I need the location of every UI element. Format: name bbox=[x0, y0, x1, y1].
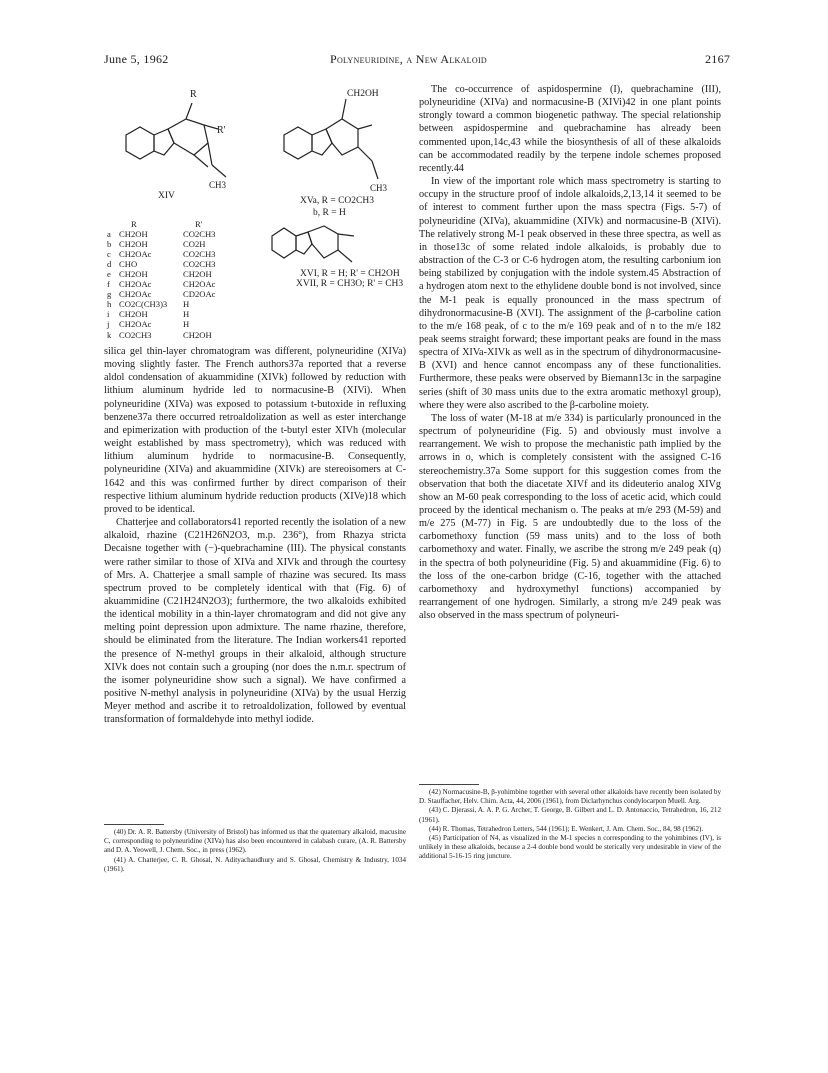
left-footnotes bbox=[104, 828, 406, 874]
structure-xiv bbox=[108, 95, 258, 200]
table-row bbox=[107, 269, 243, 279]
table-row bbox=[107, 249, 243, 259]
header-date: June 5, 1962 bbox=[104, 52, 169, 66]
table-cell: e bbox=[107, 269, 111, 280]
table-cell: CO2H bbox=[183, 239, 206, 250]
table-cell: CO2CH3 bbox=[183, 229, 216, 240]
label-xvii: XVII, R = CH3O; R' = CH3 bbox=[296, 279, 404, 289]
label-ch2oh: CH2OH bbox=[347, 89, 379, 99]
table-row bbox=[107, 330, 243, 340]
table-cell: CH2OAc bbox=[119, 279, 152, 290]
label-xva: XVa, R = CO2CH3 bbox=[300, 196, 374, 206]
footnote-rule bbox=[104, 824, 164, 825]
table-cell: k bbox=[107, 329, 112, 340]
right-footnotes bbox=[419, 788, 721, 862]
table-cell: CH2OH bbox=[119, 229, 148, 240]
footnote-rule bbox=[419, 784, 479, 785]
paragraph: The co-occurrence of aspidospermine (I), quebrachamine (III), polyneuridine (XIVa) and normacusine-B (XIVi)42 in one plant points strongly toward a common biogenetic pathway. The special relationship between aspidospermine and quebrachamine has already been commented upon,14c,43 while the biosynthesis of all of these alkaloids can be accommodated readily by the terpene indole schemes proposed recently.44 bbox=[419, 84, 721, 174]
table-cell: a bbox=[107, 229, 111, 240]
table-row bbox=[107, 239, 243, 249]
footnote: (41) A. Chatterjee, C. R. Ghosal, N. Adityachaudhury and S. Ghosal, Chemistry & Industry, 1034 (1961). bbox=[104, 855, 406, 873]
table-cell: CO2CH3 bbox=[119, 329, 152, 340]
label-xiv: XIV bbox=[158, 191, 175, 201]
table-row bbox=[107, 229, 243, 239]
table-cell: j bbox=[107, 319, 110, 330]
label-ch3: CH3 bbox=[209, 180, 227, 190]
table-header-cell: R bbox=[131, 219, 137, 229]
table-cell: H bbox=[183, 299, 190, 310]
left-column-text bbox=[104, 345, 406, 727]
table-header-cell bbox=[107, 219, 119, 229]
table-row bbox=[107, 289, 243, 299]
table-cell: CH2OAc bbox=[183, 279, 216, 290]
paragraph: In view of the important role which mass spectrometry is starting to occupy in the structure proof of indole alkaloids,2,13,14 it seemed to be of interest to comment further upon the mass spectra (Figs. 5-7) of polyneuridine (XIVa), akuammidine (XIVk) and normacusine-B (XIVi). The relatively strong M-1 peak observed in these three spectra, as well as in those13c of some related indole alkaloids, is probably due to abstraction of the C-3 or C-6 hydrogen atom, the resulting carbonium ion being stabilized by conjugation with the indole system.45 Abstraction of a hydrogen atom next to the ethylidene double bond is not involved, since the M-1 peak is equally pronounced in the mass spectrum of dihydronormacusine-B (XVI). The assignment of the β-carboline cation to the m/e 168 peak, of c to the m/e 169 peak and of n to the m/e 182 peak seems straight forward; these important peaks are found in the mass spectra of XIVa-XIVk as well as in the spectrum of dihydronormacusine-B (XVI) and hence cannot encompass any of these functionalities. Furthermore, these peaks were observed by Biemann13c in the sarpagine series (shift of 30 mass units due to the extra aromatic methoxyl group), where they were also ascribed to the β-carboline moiety. bbox=[419, 176, 721, 411]
table-header-row bbox=[107, 219, 243, 229]
table-cell: CH2OH bbox=[119, 309, 148, 320]
table-header-cell: R' bbox=[195, 219, 203, 229]
structure-xv bbox=[278, 95, 398, 195]
table-cell: CH2OH bbox=[119, 269, 148, 280]
footnote: (45) Participation of N4, as visualized in the M-1 species n corresponding to the yohimbines (IV), is unlikely in these alkaloids, because a 2-4 double bond would be sterically very undesirable in view of the additional 5-16-15 ring juncture. bbox=[419, 834, 721, 861]
table-cell: g bbox=[107, 289, 112, 300]
right-column-text bbox=[419, 83, 721, 622]
footnote: (44) R. Thomas, Tetrahedron Letters, 544 (1961); E. Wenkert, J. Am. Chem. Soc., 84, 98 (1962). bbox=[429, 824, 704, 833]
table-cell: CH2OAc bbox=[119, 289, 152, 300]
table-row bbox=[107, 299, 243, 309]
table-cell: f bbox=[107, 279, 110, 290]
footnote: (42) Normacusine-B, β-yohimbine together with several other alkaloids have recently been isolated by D. Stauffacher, Helv. Chim. Acta, 44, 2006 (1961), from Diclarhynchus condylocarpon Muell. Arg. bbox=[419, 788, 721, 806]
table-cell: CD2OAc bbox=[183, 289, 216, 300]
footnote: (40) Dr. A. R. Battersby (University of Bristol) has informed us that the quaternary alkaloid, macusine C, corresponding to polyneuridine (XIVa) has also been encountered in calabash curare, (A. R. Battersby and D. A. Yeowell, J. Chem. Soc., in press (1962). bbox=[104, 828, 406, 855]
table-cell: h bbox=[107, 299, 112, 310]
table-cell: CH2OH bbox=[183, 269, 212, 280]
table-row bbox=[107, 309, 243, 319]
table-cell: CO2CH3 bbox=[183, 259, 216, 270]
substituent-table bbox=[107, 219, 243, 340]
table-cell: H bbox=[183, 319, 190, 330]
table-row bbox=[107, 259, 243, 269]
header-title: Polyneuridine, a New Alkaloid bbox=[330, 52, 487, 66]
label-xvb: b, R = H bbox=[313, 208, 346, 218]
table-cell: c bbox=[107, 249, 111, 260]
paragraph: silica gel thin-layer chromatogram was different, polyneuridine (XIVa) moving slightly faster. The French authors37a reported that a reverse aldol condensation of akuammidine (XIVk) followed by reduction with lithium aluminum hydride led to normacusine-B (XIVi). When polyneuridine (XIVa) was exposed to potassium t-butoxide in refluxing benzene37a there occurred retroaldolization as well as ester interchange and epimerization with production of the t-butyl ester XIVh (molecular weight established by mass spectrometry), which was reduced with lithium aluminum hydride to normacusine-B. Consequently, polyneuridine (XIVa) and akuammidine (XIVk) are stereoisomers at C-1642 and this was confirmed further by direct comparison of their respective lithium aluminum hydride reduction products (XIVe)18 which proved to be identical. bbox=[104, 346, 406, 515]
table-cell: CH2OH bbox=[119, 239, 148, 250]
table-row bbox=[107, 279, 243, 289]
table-cell: d bbox=[107, 259, 112, 270]
table-cell: CO2C(CH3)3 bbox=[119, 299, 168, 310]
table-cell: CHO bbox=[119, 259, 138, 270]
label-rprime: R' bbox=[217, 125, 226, 136]
paragraph: Chatterjee and collaborators41 reported recently the isolation of a new alkaloid, rhazine (C21H26N2O3, m.p. 236°), from Rhazya stricta Decaisne together with (−)-quebrachamine (III). The physical constants were rather similar to those of XIVa and XIVk and through the courtesy of Mrs. A. Chatterjee a small sample of rhazine was secured. Its mass spectrum proved to be completely identical with that (Fig. 6) of akuammidine (C21H24N2O3); furthermore, the two alkaloids exhibited the identical mobility in a thin-layer chromatogram and did not give any melting point depression upon admixture. The name rhazine, therefore, should be eliminated from the literature. The Indian workers41 reported the presence of N-methyl groups in their alkaloid, although structure XIVk does not contain such a grouping (nor does the n.m.r. spectrum of the isomer polyneuridine show such a signal). We have confirmed a positive N-methyl analysis in polyneuridine (XIVa) by the usual Herzig Meyer method and ascribe it to retroaldolization, followed by eventual transformation of formaldehyde into methyl iodide. bbox=[104, 517, 406, 726]
footnote: (43) C. Djerassi, A. A. P. G. Archer, T. George, B. Gilbert and L. D. Antonaccio, Tetrahedron, 16, 212 (1961). bbox=[419, 806, 721, 824]
label-xvi: XVI, R = H; R' = CH2OH bbox=[300, 269, 400, 279]
label-ch3-xv: CH3 bbox=[370, 183, 388, 193]
table-row bbox=[107, 319, 243, 329]
table-cell: H bbox=[183, 309, 190, 320]
table-cell: CO2CH3 bbox=[183, 249, 216, 260]
paragraph: The loss of water (M-18 at m/e 334) is particularly pronounced in the spectrum of polyneuridine (Fig. 5) and obviously must involve a rearrangement. We wish to propose the mechanistic path implied by the arrows in o, which is completely consistent with the assigned C-16 stereochemistry.37a Some support for this suggestion comes from the observation that both the diacetate XIVf and its dideuterio analog XIVg show an M-60 peak corresponding to the loss of acetic acid, which could proceed by the identical mechanism o. The peaks at m/e 293 (M-59) and m/e 275 (M-77) in Fig. 5 are undoubtedly due to the loss of the carbomethoxy function (59 mass units) and to the loss of both carbomethoxy and water. Finally, we ascribe the strong m/e 249 peak (q) in the spectra of both polyneuridine (Fig. 5) and akuammidine (Fig. 6) to the loss of the one-carbon bridge (C-16, together with the attached carbomethoxy and hydroxymethyl functions) accompanied by rearrangement of one hydrogen. Similarly, a strong m/e 249 peak was also observed in the mass spectrum of polyneuri- bbox=[419, 412, 721, 622]
header-page-number: 2167 bbox=[705, 52, 731, 66]
table-cell: i bbox=[107, 309, 110, 320]
table-cell: CH2OH bbox=[183, 329, 212, 340]
label-r: R bbox=[190, 89, 197, 100]
table-cell: CH2OAc bbox=[119, 249, 152, 260]
table-cell: b bbox=[107, 239, 112, 250]
table-cell: CH2OAc bbox=[119, 319, 152, 330]
